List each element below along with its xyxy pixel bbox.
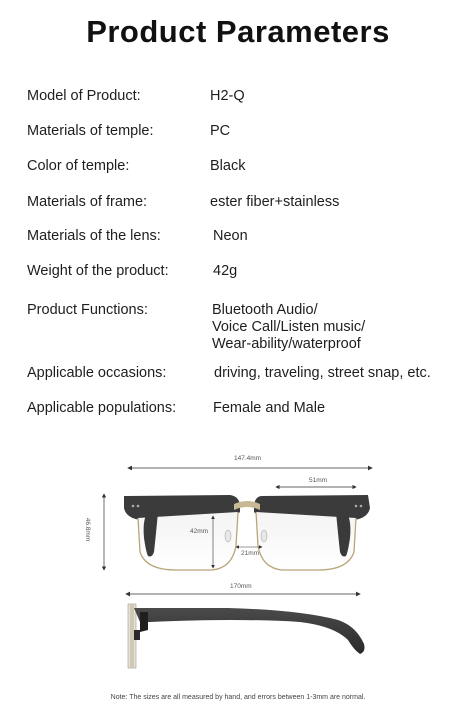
- spec-label: Color of temple:: [27, 158, 130, 174]
- total-width-label: 147.4mm: [234, 455, 262, 462]
- spec-label: Product Functions:: [27, 302, 148, 318]
- spec-value: 42g: [213, 263, 238, 279]
- temple-length-label: 170mm: [230, 583, 252, 590]
- spec-value: Female and Male: [213, 400, 326, 416]
- spec-value: driving, traveling, street snap, etc.: [214, 365, 431, 381]
- spec-label: Materials of temple:: [27, 123, 154, 139]
- side-temple: [134, 608, 365, 654]
- bridge-label: 21mm: [241, 550, 260, 557]
- measurement-note: Note: The sizes are all measured by hand, and errors between 1-3mm are normal.: [110, 694, 366, 701]
- lens-width-label: 51mm: [309, 477, 328, 484]
- glasses-illustration: [0, 440, 476, 700]
- spec-label: Applicable populations:: [27, 400, 177, 416]
- frame-height-label: 46.8mm: [84, 517, 92, 542]
- spec-value: H2-Q: [210, 88, 245, 104]
- page-title: Product Parameters: [86, 14, 390, 49]
- glasses-dimension-diagram: [0, 440, 476, 700]
- spec-value: ester fiber+stainless: [210, 194, 340, 210]
- spec-label: Weight of the product:: [27, 263, 169, 279]
- spec-value-line: Bluetooth Audio/: [212, 302, 318, 318]
- spec-label: Materials of the lens:: [27, 228, 161, 244]
- spec-value: Neon: [213, 228, 248, 244]
- spec-value: Black: [210, 158, 246, 174]
- lens-height-label: 42mm: [190, 528, 209, 535]
- spec-label: Applicable occasions:: [27, 365, 167, 381]
- spec-value-line: Wear-ability/waterproof: [212, 336, 361, 352]
- spec-value-line: Voice Call/Listen music/: [212, 319, 366, 335]
- spec-label: Materials of frame:: [27, 194, 148, 210]
- spec-label: Model of Product:: [27, 88, 141, 104]
- spec-value: PC: [210, 123, 231, 139]
